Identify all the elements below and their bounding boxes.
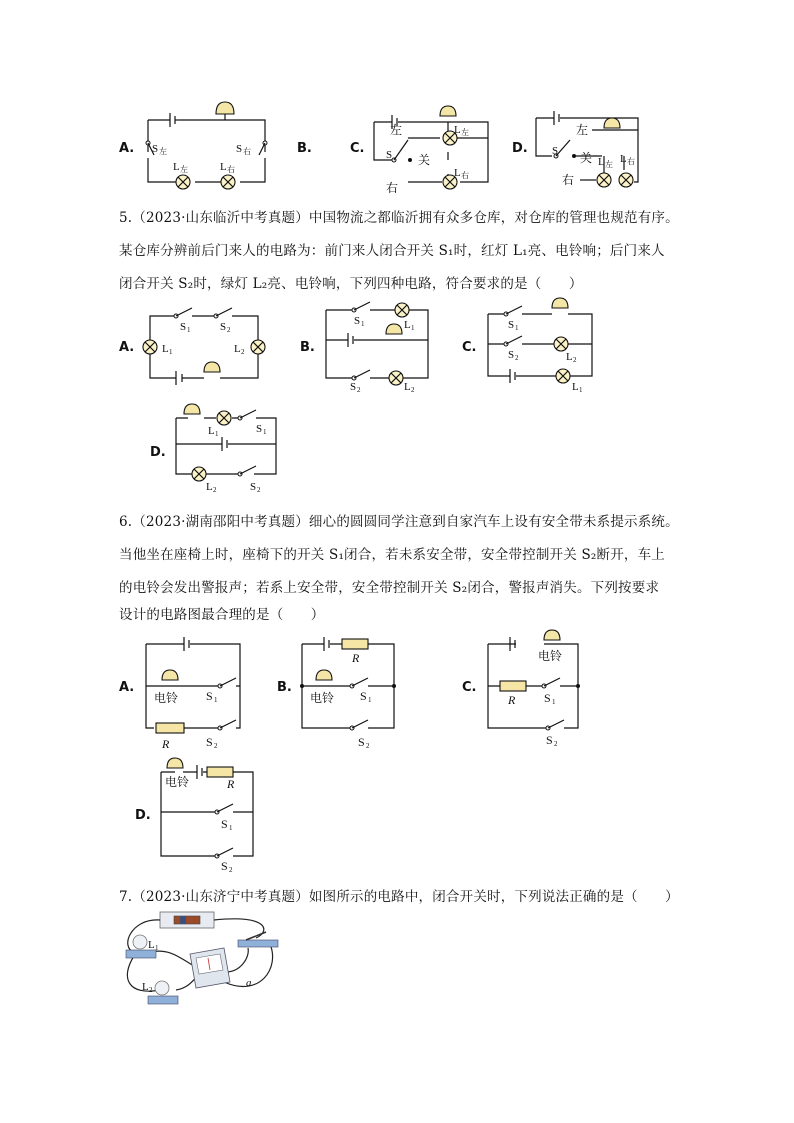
svg-text:2: 2 bbox=[257, 486, 261, 494]
svg-text:左: 左 bbox=[461, 128, 469, 137]
bulb-icon bbox=[133, 935, 147, 949]
bell-icon bbox=[386, 324, 402, 334]
svg-text:S: S bbox=[358, 735, 365, 749]
bell-icon bbox=[204, 362, 220, 372]
svg-text:L: L bbox=[566, 351, 573, 363]
svg-text:R: R bbox=[352, 651, 360, 665]
resistor bbox=[500, 681, 526, 691]
resistor bbox=[342, 639, 368, 649]
svg-text:左: 左 bbox=[605, 160, 613, 169]
svg-text:1: 1 bbox=[229, 824, 233, 832]
option-d-letter: D. bbox=[512, 141, 528, 156]
q6-option-c-letter: C. bbox=[462, 680, 477, 695]
svg-text:关: 关 bbox=[580, 151, 593, 165]
svg-text:1: 1 bbox=[515, 324, 519, 332]
lamp-icon bbox=[619, 173, 633, 187]
svg-text:2: 2 bbox=[554, 740, 558, 748]
svg-text:S: S bbox=[508, 319, 515, 331]
svg-text:L: L bbox=[142, 981, 149, 993]
q7-physical-circuit bbox=[120, 908, 290, 1008]
q6-circuit-d bbox=[155, 760, 265, 874]
svg-text:S: S bbox=[256, 423, 263, 435]
svg-text:关: 关 bbox=[418, 153, 431, 167]
lamp-icon bbox=[143, 340, 157, 354]
svg-text:2: 2 bbox=[366, 742, 370, 750]
svg-text:右: 右 bbox=[386, 181, 399, 195]
option-c-letter: C. bbox=[350, 141, 365, 156]
lamp-icon bbox=[221, 175, 235, 189]
svg-text:S: S bbox=[360, 689, 367, 703]
svg-text:电铃: 电铃 bbox=[310, 691, 335, 705]
svg-text:R: R bbox=[508, 693, 516, 707]
q5-circuit-c bbox=[482, 298, 602, 394]
resistor bbox=[156, 723, 184, 733]
svg-text:S: S bbox=[544, 691, 551, 705]
top-circuit-d bbox=[530, 100, 660, 195]
svg-text:2: 2 bbox=[229, 866, 233, 874]
resistor bbox=[207, 767, 233, 777]
svg-text:左: 左 bbox=[576, 123, 589, 137]
svg-text:右: 右 bbox=[562, 173, 575, 187]
svg-text:1: 1 bbox=[263, 428, 267, 436]
svg-text:2: 2 bbox=[213, 486, 217, 494]
q5-line-3: 闭合开关 S₂时，绿灯 L₂亮、电铃响，下列四种电路，符合要求的是（ ） bbox=[119, 276, 583, 292]
svg-text:S: S bbox=[206, 689, 213, 703]
svg-text:S: S bbox=[552, 145, 559, 157]
svg-text:右: 右 bbox=[227, 165, 235, 174]
q6-circuit-b bbox=[296, 630, 406, 750]
svg-text:1: 1 bbox=[411, 324, 415, 332]
svg-text:L: L bbox=[598, 156, 605, 168]
svg-text:2: 2 bbox=[357, 386, 361, 394]
svg-text:a: a bbox=[246, 977, 252, 989]
svg-text:1: 1 bbox=[187, 326, 191, 334]
q6-line-2: 当他坐在座椅上时，座椅下的开关 S₁闭合，若未系安全带，安全带控制开关 S₂断开，车上 bbox=[119, 547, 666, 563]
svg-text:S: S bbox=[250, 481, 257, 493]
bell-icon bbox=[162, 670, 178, 680]
svg-text:S: S bbox=[236, 143, 243, 155]
q5-line-2: 某仓库分辨前后门来人的电路为：前门来人闭合开关 S₁时，红灯 L₁亮、电铃响；后门来人 bbox=[119, 243, 665, 259]
svg-text:2: 2 bbox=[149, 986, 153, 994]
svg-text:2: 2 bbox=[411, 386, 415, 394]
svg-text:1: 1 bbox=[579, 386, 583, 394]
svg-text:L: L bbox=[572, 381, 579, 393]
svg-text:L: L bbox=[173, 161, 180, 173]
top-circuit-c bbox=[368, 100, 498, 195]
svg-text:右: 右 bbox=[243, 147, 251, 156]
svg-text:2: 2 bbox=[573, 356, 577, 364]
option-b-letter: B. bbox=[297, 141, 312, 156]
svg-text:右: 右 bbox=[461, 171, 469, 180]
svg-text:L: L bbox=[404, 381, 411, 393]
bell-icon bbox=[316, 670, 332, 680]
svg-text:S: S bbox=[220, 321, 227, 333]
svg-text:R: R bbox=[162, 737, 170, 751]
svg-text:S: S bbox=[546, 733, 553, 747]
bell-icon bbox=[552, 298, 568, 308]
svg-text:2: 2 bbox=[515, 354, 519, 362]
q5-circuit-a bbox=[140, 300, 270, 385]
svg-text:1: 1 bbox=[361, 320, 365, 328]
lamp-icon bbox=[217, 411, 231, 425]
svg-text:左: 左 bbox=[180, 165, 188, 174]
q6-line-4: 设计的电路图最合理的是（ ） bbox=[119, 607, 325, 623]
q6-option-d-letter: D. bbox=[135, 808, 151, 823]
option-a-letter: A. bbox=[119, 141, 135, 156]
q5-option-c-letter: C. bbox=[462, 340, 477, 355]
q5-line-1: 5.（2023·山东临沂中考真题）中国物流之都临沂拥有众多仓库，对仓库的管理也规范有序。 bbox=[119, 210, 679, 226]
svg-text:S: S bbox=[386, 149, 393, 161]
svg-text:S: S bbox=[350, 381, 357, 393]
bulb-icon bbox=[155, 981, 169, 995]
svg-text:L: L bbox=[454, 124, 461, 136]
q5-option-b-letter: B. bbox=[300, 340, 315, 355]
svg-text:S: S bbox=[221, 817, 228, 831]
lamp-icon bbox=[597, 173, 611, 187]
svg-text:L: L bbox=[620, 153, 627, 165]
svg-text:S: S bbox=[180, 321, 187, 333]
svg-text:2: 2 bbox=[241, 348, 245, 356]
lamp-icon bbox=[395, 303, 409, 317]
lamp-icon bbox=[556, 369, 570, 383]
q6-circuit-a bbox=[140, 630, 250, 751]
svg-text:S: S bbox=[206, 735, 213, 749]
q7-line-1: 7.（2023·山东济宁中考真题）如图所示的电路中，闭合开关时，下列说法正确的是（ ） bbox=[119, 889, 679, 905]
lamp-icon bbox=[554, 337, 568, 351]
lamp-icon bbox=[251, 340, 265, 354]
q6-circuit-c bbox=[482, 630, 592, 748]
svg-text:1: 1 bbox=[215, 430, 219, 438]
svg-text:右: 右 bbox=[627, 157, 635, 166]
lamp-icon bbox=[389, 371, 403, 385]
svg-text:L: L bbox=[148, 939, 155, 951]
lamp-icon bbox=[192, 467, 206, 481]
svg-text:S: S bbox=[354, 315, 361, 327]
svg-text:L: L bbox=[234, 343, 241, 355]
switch-icon bbox=[238, 940, 278, 947]
svg-text:L: L bbox=[208, 425, 215, 437]
svg-text:电铃: 电铃 bbox=[538, 649, 563, 663]
svg-text:L: L bbox=[454, 167, 461, 179]
q5-circuit-d bbox=[168, 404, 288, 494]
svg-text:R: R bbox=[227, 777, 235, 791]
bell-icon bbox=[184, 404, 200, 414]
svg-text:L: L bbox=[404, 319, 411, 331]
q5-option-d-letter: D. bbox=[150, 445, 166, 460]
bell-icon bbox=[440, 106, 456, 116]
svg-text:2: 2 bbox=[227, 326, 231, 334]
q6-line-1: 6.（2023·湖南邵阳中考真题）细心的圆圆同学注意到自家汽车上设有安全带未系提示系统。 bbox=[119, 514, 679, 530]
bell-icon bbox=[167, 758, 183, 768]
svg-text:L: L bbox=[206, 481, 213, 493]
svg-text:S: S bbox=[508, 349, 515, 361]
svg-text:S: S bbox=[221, 859, 228, 873]
q6-option-b-letter: B. bbox=[277, 680, 292, 695]
svg-text:电铃: 电铃 bbox=[154, 691, 179, 705]
svg-text:1: 1 bbox=[552, 698, 556, 706]
q6-line-3: 的电铃会发出警报声；若系上安全带，安全带控制开关 S₂闭合，警报声消失。下列按要求 bbox=[119, 580, 660, 596]
svg-text:1: 1 bbox=[169, 348, 173, 356]
svg-text:2: 2 bbox=[214, 742, 218, 750]
lamp-icon bbox=[176, 175, 190, 189]
q5-circuit-b bbox=[320, 300, 440, 394]
svg-text:L: L bbox=[162, 343, 169, 355]
svg-text:左: 左 bbox=[390, 123, 403, 137]
bell-icon bbox=[544, 630, 560, 640]
svg-text:L: L bbox=[220, 161, 227, 173]
svg-text:1: 1 bbox=[155, 944, 159, 952]
svg-text:S: S bbox=[152, 143, 159, 155]
q5-option-a-letter: A. bbox=[119, 340, 135, 355]
bell-icon bbox=[604, 118, 620, 128]
svg-text:左: 左 bbox=[159, 147, 167, 156]
svg-text:1: 1 bbox=[214, 696, 218, 704]
q6-option-a-letter: A. bbox=[119, 680, 135, 695]
bell-icon bbox=[216, 102, 234, 114]
svg-text:1: 1 bbox=[368, 696, 372, 704]
svg-text:电铃: 电铃 bbox=[165, 775, 190, 789]
top-circuit-a bbox=[140, 100, 280, 190]
